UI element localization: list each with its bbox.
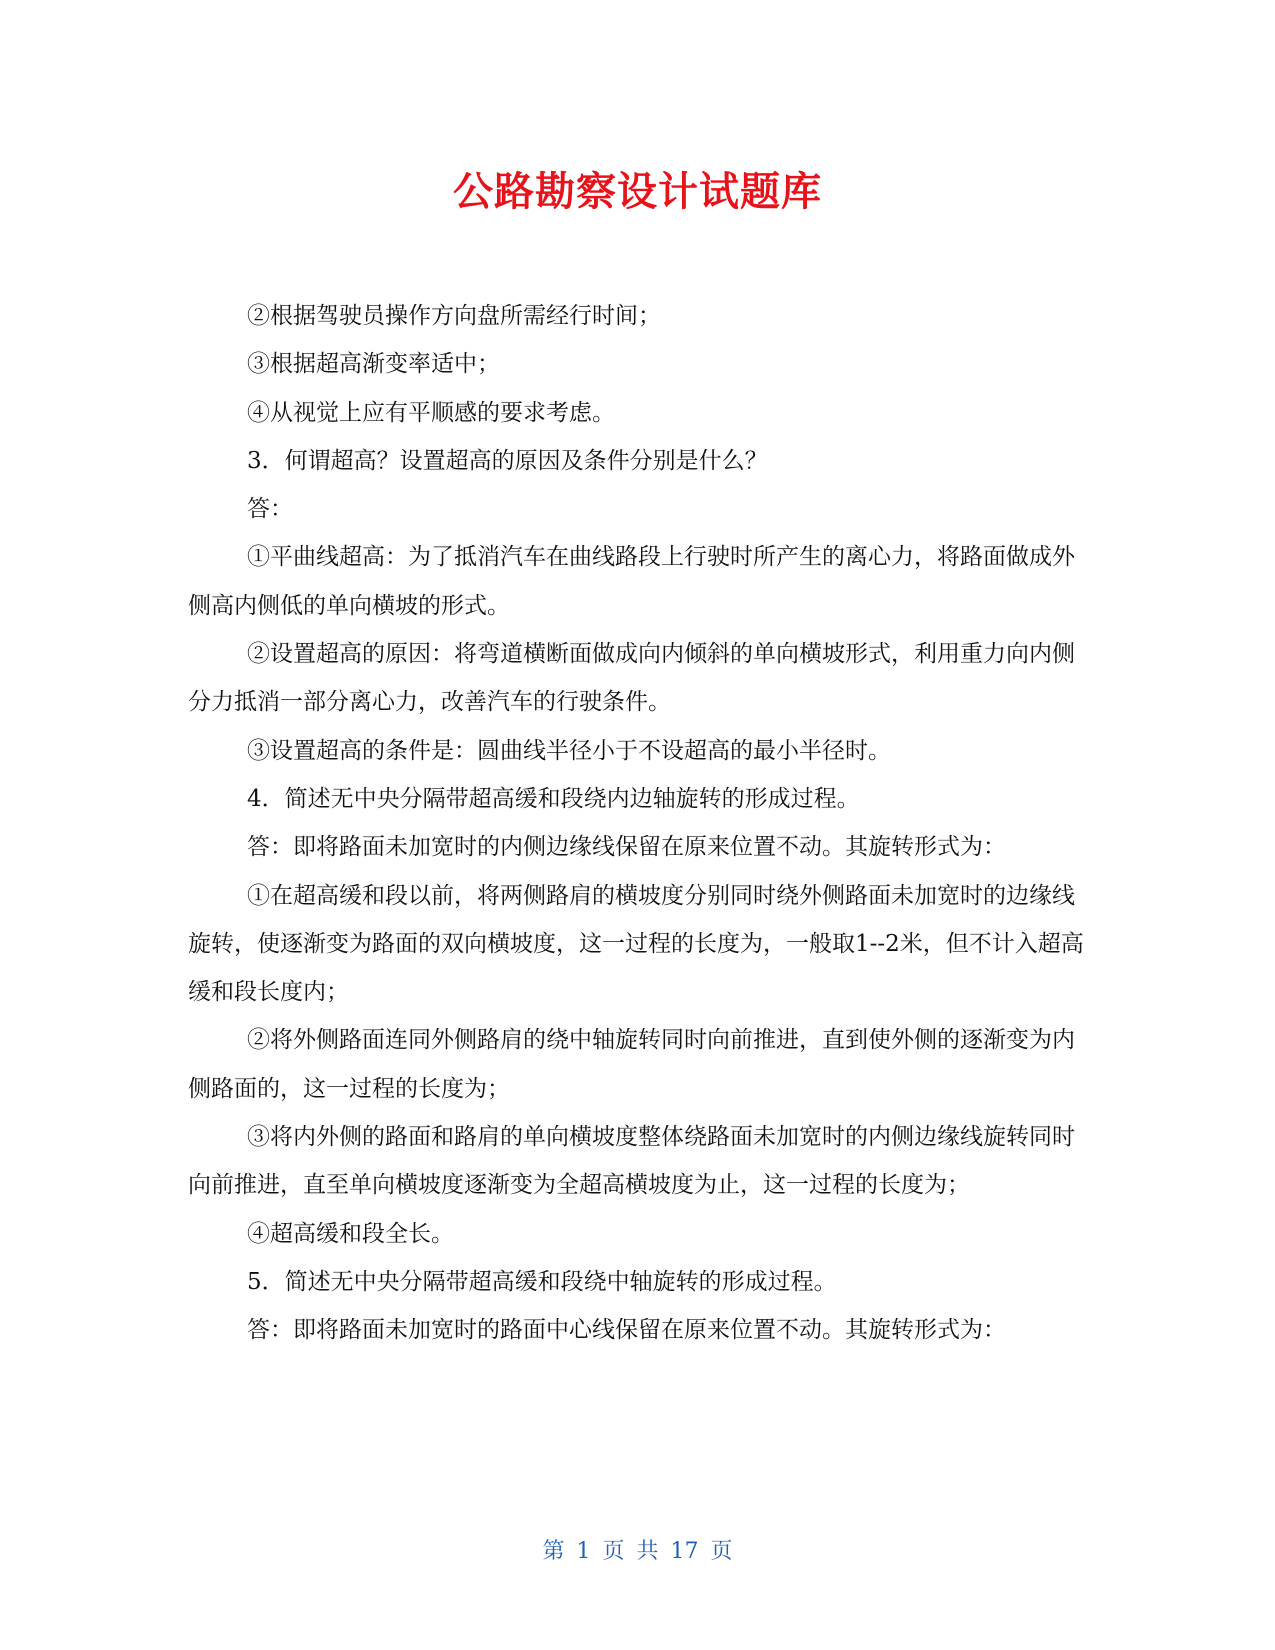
total-pages: 17 <box>670 1539 699 1564</box>
page-unit: 页 <box>602 1539 625 1564</box>
paragraph: ②根据驾驶员操作方向盘所需经行时间； <box>247 303 661 329</box>
paragraph: ②设置超高的原因：将弯道横断面做成向内倾斜的单向横坡形式，利用重力向内侧分力抵消一部分离心力，改善汽车的行驶条件。 <box>188 641 1075 716</box>
paragraph: ①在超高缓和段以前，将两侧路肩的横坡度分别同时绕外侧路面未加宽时的边缘线旋转，使逐渐变为路面的双向横坡度，这一过程的长度为，一般取1--2米，但不计入超高缓和段长度内； <box>188 882 1084 1006</box>
page-title: 公路勘察设计试题库 <box>453 169 822 215</box>
total-prefix: 共 <box>636 1539 659 1564</box>
paragraph: ④超高缓和段全长。 <box>247 1220 454 1247</box>
answer-paragraph: 答：即将路面未加宽时的路面中心线保留在原来位置不动。其旋转形式为： <box>247 1317 1006 1344</box>
question-heading: 3．何谓超高？设置超高的原因及条件分别是什么？ <box>247 447 768 474</box>
paragraph: ③设置超高的条件是：圆曲线半径小于不设超高的最小半径时。 <box>247 737 891 764</box>
question-heading: 4．简述无中央分隔带超高缓和段绕内边轴旋转的形成过程。 <box>247 785 860 812</box>
answer-paragraph: 答：即将路面未加宽时的内侧边缘线保留在原来位置不动。其旋转形式为： <box>247 834 1006 861</box>
paragraph: ③根据超高渐变率适中； <box>247 351 500 378</box>
paragraph: ④从视觉上应有平顺感的要求考虑。 <box>247 399 615 426</box>
page-prefix: 第 <box>542 1539 565 1564</box>
document-body <box>188 292 1088 1355</box>
paragraph: ②将外侧路面连同外侧路肩的绕中轴旋转同时向前推进，直到使外侧的逐渐变为内侧路面的，这一过程的长度为； <box>188 1027 1075 1102</box>
page-number: 1 <box>576 1539 591 1564</box>
page-footer <box>0 1534 1275 1565</box>
paragraph: ③将内外侧的路面和路肩的单向横坡度整体绕路面未加宽时的内侧边缘线旋转同时向前推进，直至单向横坡度逐渐变为全超高横坡度为止，这一过程的长度为； <box>188 1124 1075 1199</box>
question-heading: 5．简述无中央分隔带超高缓和段绕中轴旋转的形成过程。 <box>247 1268 837 1295</box>
answer-label: 答： <box>247 496 293 523</box>
total-unit: 页 <box>710 1539 733 1564</box>
paragraph: ①平曲线超高：为了抵消汽车在曲线路段上行驶时所产生的离心力，将路面做成外侧高内侧低的单向横坡的形式。 <box>188 544 1075 619</box>
